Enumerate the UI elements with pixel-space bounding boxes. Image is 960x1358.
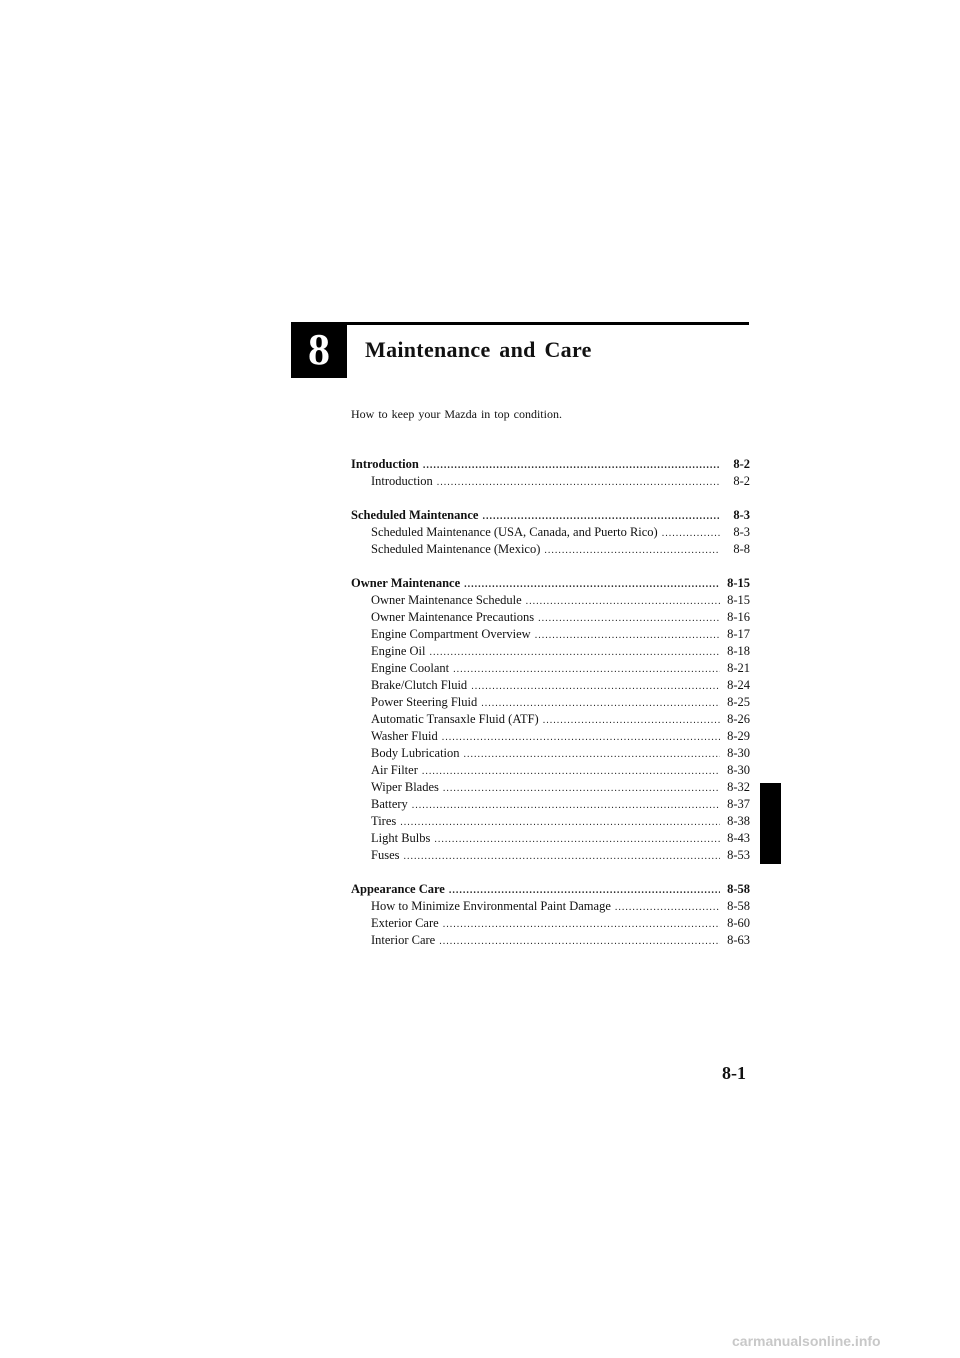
toc-entry[interactable] bbox=[351, 779, 750, 796]
toc-entry-title: Owner Maintenance Precautions bbox=[371, 610, 535, 624]
dot-leader bbox=[481, 695, 720, 712]
toc-entry[interactable] bbox=[351, 541, 750, 558]
toc-section-heading-title: Appearance Care bbox=[351, 882, 445, 896]
toc-section bbox=[351, 456, 750, 490]
toc-entry-title: Brake/Clutch Fluid bbox=[371, 678, 468, 692]
toc-entry-page: 8-16 bbox=[727, 610, 750, 624]
toc-entry-title: How to Minimize Environmental Paint Damage bbox=[371, 899, 611, 913]
toc-entry-title: Owner Maintenance Schedule bbox=[371, 593, 522, 607]
dot-leader bbox=[437, 474, 720, 491]
toc-entry[interactable] bbox=[351, 898, 750, 915]
toc-entry-title: Scheduled Maintenance (USA, Canada, and Puerto Rico) bbox=[371, 525, 658, 539]
toc-entry[interactable] bbox=[351, 694, 750, 711]
toc-entry[interactable] bbox=[351, 915, 750, 932]
chapter-number: 8 bbox=[308, 325, 330, 374]
toc-entry-page: 8-38 bbox=[727, 814, 750, 828]
dot-leader bbox=[403, 848, 720, 865]
toc-entry-title: Automatic Transaxle Fluid (ATF) bbox=[371, 712, 539, 726]
dot-leader bbox=[423, 457, 720, 474]
toc-entry[interactable] bbox=[351, 745, 750, 762]
toc-entry[interactable] bbox=[351, 796, 750, 813]
dot-leader bbox=[535, 627, 720, 644]
toc-entry-page: 8-32 bbox=[727, 780, 750, 794]
toc-section-heading-page: 8-3 bbox=[733, 508, 750, 522]
toc-entry[interactable] bbox=[351, 626, 750, 643]
dot-leader bbox=[526, 593, 720, 610]
toc-section-heading[interactable] bbox=[351, 575, 750, 592]
toc-entry[interactable] bbox=[351, 660, 750, 677]
dot-leader bbox=[449, 882, 720, 899]
toc-entry-page: 8-3 bbox=[733, 525, 750, 539]
toc-section bbox=[351, 575, 750, 864]
toc-entry[interactable] bbox=[351, 524, 750, 541]
toc-entry-title: Scheduled Maintenance (Mexico) bbox=[371, 542, 541, 556]
table-of-contents bbox=[351, 456, 750, 966]
toc-entry-page: 8-30 bbox=[727, 746, 750, 760]
toc-entry-title: Fuses bbox=[371, 848, 400, 862]
dot-leader bbox=[471, 678, 720, 695]
toc-entry[interactable] bbox=[351, 643, 750, 660]
toc-entry[interactable] bbox=[351, 728, 750, 745]
toc-entry[interactable] bbox=[351, 592, 750, 609]
toc-entry[interactable] bbox=[351, 847, 750, 864]
toc-entry-page: 8-21 bbox=[727, 661, 750, 675]
toc-entry-page: 8-43 bbox=[727, 831, 750, 845]
toc-section-heading[interactable] bbox=[351, 881, 750, 898]
chapter-title: Maintenance and Care bbox=[365, 337, 592, 362]
toc-section-heading-title: Owner Maintenance bbox=[351, 576, 461, 590]
toc-entry-title: Light Bulbs bbox=[371, 831, 431, 845]
toc-entry-title: Battery bbox=[371, 797, 408, 811]
toc-section-heading-page: 8-58 bbox=[727, 882, 750, 896]
dot-leader bbox=[538, 610, 720, 627]
toc-entry-title: Interior Care bbox=[371, 933, 436, 947]
toc-section-heading-page: 8-15 bbox=[727, 576, 750, 590]
toc-entry-page: 8-30 bbox=[727, 763, 750, 777]
toc-entry[interactable] bbox=[351, 830, 750, 847]
dot-leader bbox=[482, 508, 720, 525]
toc-entry-title: Tires bbox=[371, 814, 397, 828]
dot-leader bbox=[464, 746, 720, 763]
toc-entry-page: 8-58 bbox=[727, 899, 750, 913]
title-rule bbox=[347, 322, 749, 325]
toc-entry-title: Wiper Blades bbox=[371, 780, 439, 794]
chapter-number-box bbox=[291, 322, 347, 378]
chapter-subtitle: How to keep your Mazda in top condition. bbox=[351, 407, 562, 421]
dot-leader bbox=[422, 763, 720, 780]
dot-leader bbox=[442, 729, 720, 746]
toc-entry-title: Power Steering Fluid bbox=[371, 695, 478, 709]
toc-entry[interactable] bbox=[351, 609, 750, 626]
toc-entry-page: 8-15 bbox=[727, 593, 750, 607]
toc-entry-page: 8-63 bbox=[727, 933, 750, 947]
toc-entry-page: 8-29 bbox=[727, 729, 750, 743]
dot-leader bbox=[615, 899, 720, 916]
dot-leader bbox=[453, 661, 720, 678]
dot-leader bbox=[662, 525, 720, 542]
toc-entry[interactable] bbox=[351, 473, 750, 490]
toc-entry-title: Engine Coolant bbox=[371, 661, 450, 675]
dot-leader bbox=[430, 644, 720, 661]
toc-section-heading-page: 8-2 bbox=[733, 457, 750, 471]
toc-entry[interactable] bbox=[351, 677, 750, 694]
toc-section-heading-title: Scheduled Maintenance bbox=[351, 508, 479, 522]
toc-entry[interactable] bbox=[351, 932, 750, 949]
toc-entry-title: Air Filter bbox=[371, 763, 418, 777]
toc-section-heading[interactable] bbox=[351, 507, 750, 524]
toc-entry-page: 8-18 bbox=[727, 644, 750, 658]
toc-entry-page: 8-25 bbox=[727, 695, 750, 709]
toc-entry-page: 8-24 bbox=[727, 678, 750, 692]
dot-leader bbox=[434, 831, 720, 848]
dot-leader bbox=[443, 780, 720, 797]
toc-entry-title: Engine Compartment Overview bbox=[371, 627, 531, 641]
dot-leader bbox=[544, 542, 720, 559]
toc-section-heading[interactable] bbox=[351, 456, 750, 473]
toc-entry-page: 8-53 bbox=[727, 848, 750, 862]
toc-entry-title: Body Lubrication bbox=[371, 746, 460, 760]
toc-entry-page: 8-8 bbox=[733, 542, 750, 556]
toc-entry[interactable] bbox=[351, 813, 750, 830]
dot-leader bbox=[400, 814, 720, 831]
toc-section bbox=[351, 507, 750, 558]
toc-entry-title: Exterior Care bbox=[371, 916, 439, 930]
toc-entry-page: 8-37 bbox=[727, 797, 750, 811]
dot-leader bbox=[543, 712, 720, 729]
toc-entry[interactable] bbox=[351, 711, 750, 728]
page-number: 8-1 bbox=[722, 1063, 746, 1083]
toc-section bbox=[351, 881, 750, 949]
toc-entry-page: 8-26 bbox=[727, 712, 750, 726]
watermark: carmanualsonline.info bbox=[732, 1333, 881, 1349]
toc-section-heading-title: Introduction bbox=[351, 457, 419, 471]
dot-leader bbox=[412, 797, 720, 814]
chapter-edge-tab bbox=[760, 783, 781, 864]
toc-entry-title: Washer Fluid bbox=[371, 729, 438, 743]
dot-leader bbox=[443, 916, 720, 933]
toc-entry-page: 8-60 bbox=[727, 916, 750, 930]
toc-entry-title: Engine Oil bbox=[371, 644, 426, 658]
toc-entry-page: 8-17 bbox=[727, 627, 750, 641]
dot-leader bbox=[439, 933, 720, 950]
toc-entry[interactable] bbox=[351, 762, 750, 779]
toc-entry-page: 8-2 bbox=[733, 474, 750, 488]
toc-entry-title: Introduction bbox=[371, 474, 433, 488]
dot-leader bbox=[464, 576, 720, 593]
